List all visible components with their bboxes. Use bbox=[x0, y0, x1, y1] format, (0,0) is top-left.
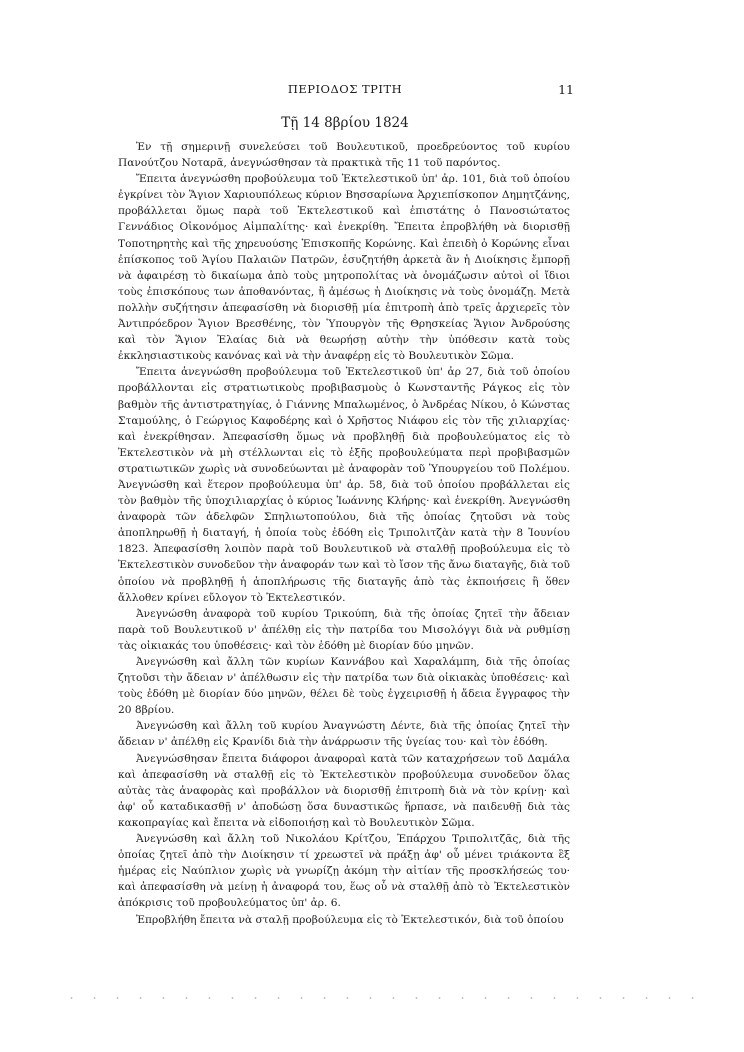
scan-artifact bbox=[60, 996, 700, 1000]
paragraph: Ἔπειτα ἀνεγνώσθη προβούλευμα τοῦ Ἐκτελεστικοῦ ὑπ' ἀρ. 101, διὰ τοῦ ὁποίου ἐγκρίνει τὸν Ἅγιον Χαριουπόλεως κύριον Βησσαρίωνα Ἀρχιεπίσκοπον Δημητζάνης, προβάλλεται ὅμως παρὰ τοῦ Ἐκτελεστικοῦ καὶ ἐπιστάτης ὁ Πανοσιώτατος Γεννάδιος Οἰκονόμος Αἰμπαλίτης· καὶ ἐνεκρίθη. Ἔπειτα ἐπροβλήθη νὰ διορισθῇ Τοποτηρητὴς καὶ τῆς χηρευούσης Ἐπισκοπῆς Κορώνης. Καὶ ἐπειδὴ ὁ Κορώνης εἶναι ἐπίσκοπος τοῦ Ἁγίου Παλαιῶν Πατρῶν, ἐσυζητήθη ἀρκετὰ ἂν ἡ Διοίκησις ἔμπορῇ νὰ ἀφαιρέσῃ τὸ δικαίωμα ἀπὸ τοὺς μητροπολίτας νὰ ὀνομάζωσιν αὐτοὶ οἱ ἴδιοι τοὺς ἐπισκόπους των ἀποθανόντας, ἢ ἀμέσως ἡ Διοίκησις νὰ τοὺς ὀνομάζῃ. Μετὰ πολλὴν συζήτησιν ἀπεφασίσθη νὰ διορισθῇ μία ἐπιτροπὴ ἀπὸ τρεῖς ἀρχιερεῖς τὸν Ἀντιπρόεδρον Ἅγιον Βρεσθένης, τὸν Ὑπουργὸν τῆς Θρησκείας Ἅγιον Ἀνδρούσης καὶ τὸν Ἅγιον Ἐλαίας διὰ νὰ θεωρήσῃ αὐτὴν τὴν ὑπόθεσιν κατὰ τοὺς ἐκκλησιαστικοὺς κανόνας καὶ νὰ τὴν ἀναφέρῃ εἰς τὸ Βουλευτικὸν Σῶμα. bbox=[118, 173, 570, 363]
session-date-heading: Τῇ 14 8βρίου 1824 bbox=[281, 115, 409, 131]
paragraph: Ἔπειτα ἀνεγνώσθη προβούλευμα τοῦ Ἐκτελεστικοῦ ὑπ' ἀρ 27, διὰ τοῦ ὁποίου προβάλλονται εἰς στρατιωτικοὺς προβιβασμοὺς ὁ Κωνσταντῆς Ράγκος εἰς τὸν βαθμὸν τῆς ἀντιστρατηγίας, ὁ Γιάννης Μπαλωμένος, ὁ Ἀνδρέας Νίκου, ὁ Κώνστας Σταμούλης, ὁ Γεώργιος Καφοδέρης καὶ ὁ Χρῆστος Νιάφου εἰς τὸν τῆς χιλιαρχίας· καὶ ἐνεκρίθησαν. Ἀπεφασίσθη ὅμως νὰ προβληθῇ διὰ προβουλεύματος εἰς τὸ Ἐκτελεστικὸν νὰ μὴ στέλλωνται εἰς τὸ ἑξῆς προβουλεύματα περὶ προβιβασμῶν στρατιωτικῶν χωρὶς νὰ συνοδεύωνται μὲ ἀναφορὰν τοῦ Ὑπουργείου τοῦ Πολέμου. Ἀνεγνώσθη καὶ ἕτερον προβούλευμα ὑπ' ἀρ. 58, διὰ τοῦ ὁποίου προβάλλεται εἰς τὸν βαθμὸν τῆς ὑποχιλιαρχίας ὁ κύριος Ἰωάννης Κλήρης· καὶ ἐνεκρίθη. Ἀνεγνώσθη ἀναφορὰ τῶν ἀδελφῶν Σπηλιωτοπούλου, διὰ τῆς ὁποίας ζητοῦσι νὰ τοὺς ἀποπληρωθῇ ἡ διαταγή, ἡ ὁποία τοὺς ἐδόθη εἰς Τριπολιτζὰν κατὰ τὴν 8 Ἰουνίου 1823. Ἀπεφασίσθη λοιπὸν παρὰ τοῦ Βουλευτικοῦ νὰ σταλθῇ προβούλευμα εἰς τὸ Ἐκτελεστικὸν συνοδεῦον τὴν ἀναφοράν των καὶ τὸ ἴσον τῆς ἄνω διαταγῆς, διὰ τοῦ ὁποίου νὰ προβληθῇ ἡ ἀποπλήρωσις τῆς διαταγῆς ἀπὸ τὰς ἐκποιήσεις ἢ ὅθεν ἄλλοθεν κρίνει εὔλογον τὸ Ἐκτελεστικόν. bbox=[118, 366, 570, 604]
body-text bbox=[118, 139, 570, 928]
running-header bbox=[118, 82, 572, 100]
page-number: 11 bbox=[558, 82, 574, 97]
paragraph: Ἐπροβλήθη ἔπειτα νὰ σταλῇ προβούλευμα εἰς τὸ Ἐκτελεστικόν, διὰ τοῦ ὁποίου bbox=[136, 913, 564, 926]
paragraph: Ἀνεγνώσθη καὶ ἄλλη τῶν κυρίων Καννάβου καὶ Χαραλάμπη, διὰ τῆς ὁποίας ζητοῦσι τὴν ἄδειαν ν' ἀπέλθωσιν εἰς τὴν πατρίδα των διὰ οἰκιακὰς ὑποθέσεις· καὶ τοὺς ἐδόθη μὲ διορίαν δύο μηνῶν, θέλει δὲ τοὺς ἐγχειρισθῇ ἡ ἄδεια ἔγγραφος τὴν 20 8βρίου. bbox=[118, 656, 570, 717]
paragraph: Ἐν τῇ σημερινῇ συνελεύσει τοῦ Βουλευτικοῦ, προεδρεύοντος τοῦ κυρίου Πανούτζου Νοταρᾶ, ἀνεγνώσθησαν τὰ πρακτικὰ τῆς 11 τοῦ παρόντος. bbox=[118, 141, 570, 170]
paragraph: Ἀνεγνώσθη ἀναφορὰ τοῦ κυρίου Τρικούπη, διὰ τῆς ὁποίας ζητεῖ τὴν ἄδειαν παρὰ τοῦ Βουλευτικοῦ ν' ἀπέλθῃ εἰς τὴν πατρίδα του Μισολόγγι διὰ νὰ ρυθμίσῃ τὰς οἰκιακάς του ὑποθέσεις· καὶ τὸν ἐδόθη μὲ διορίαν δύο μηνῶν. bbox=[118, 607, 570, 652]
paragraph: Ἀνεγνώσθη καὶ ἄλλη τοῦ Νικολάου Κρίτζου, Ἐπάρχου Τριπολιτζᾶς, διὰ τῆς ὁποίας ζητεῖ ἀπὸ τὴν Διοίκησιν τί χρεωστεῖ νὰ πράξῃ ἀφ' οὗ μένει τριάκοντα ἓξ ἡμέρας εἰς Ναύπλιον χωρὶς νὰ γνωρίζῃ ἀκόμη τὴν αἰτίαν τῆς προσκλήσεώς του· καὶ ἀπεφασίσθη νὰ μείνῃ ἡ ἀναφορά του, ἕως οὗ νὰ σταλθῇ ἀπὸ τὸ Ἐκτελεστικὸν ἀπόκρισις τοῦ προβουλεύματος ὑπ' ἀρ. 6. bbox=[118, 833, 570, 910]
paragraph: Ἀνεγνώσθη καὶ ἄλλη τοῦ κυρίου Ἀναγνώστη Δέντε, διὰ τῆς ὁποίας ζητεῖ τὴν ἄδειαν ν' ἀπέλθῃ εἰς Κρανίδι διὰ τὴν ἀνάρρωσιν τῆς ὑγείας του· καὶ τὸν ἐδόθη. bbox=[118, 720, 570, 749]
running-title: ΠΕΡΙΟΔΟΣ ΤΡΙΤΗ bbox=[287, 82, 403, 96]
paragraph: Ἀνεγνώσθησαν ἔπειτα διάφοροι ἀναφοραὶ κατὰ τῶν καταχρήσεων τοῦ Δαμάλα καὶ ἀπεφασίσθη νὰ σταλθῇ εἰς τὸ Ἐκτελεστικὸν προβούλευμα συνοδεῦον ὅλας αὐτὰς τὰς ἀναφορὰς καὶ προβάλλον νὰ διορισθῇ ἐπιτροπὴ διὰ νὰ τὸν κρίνῃ· καὶ ἀφ' οὗ καταδικασθῇ ν' ἀποδώσῃ ὅσα δυναστικῶς ἥρπασε, νὰ παιδευθῇ διὰ τὰς κακοπραγίας καὶ ἔπειτα νὰ εἰδοποιήσῃ καὶ τὸ Βουλευτικὸν Σῶμα. bbox=[118, 752, 570, 829]
